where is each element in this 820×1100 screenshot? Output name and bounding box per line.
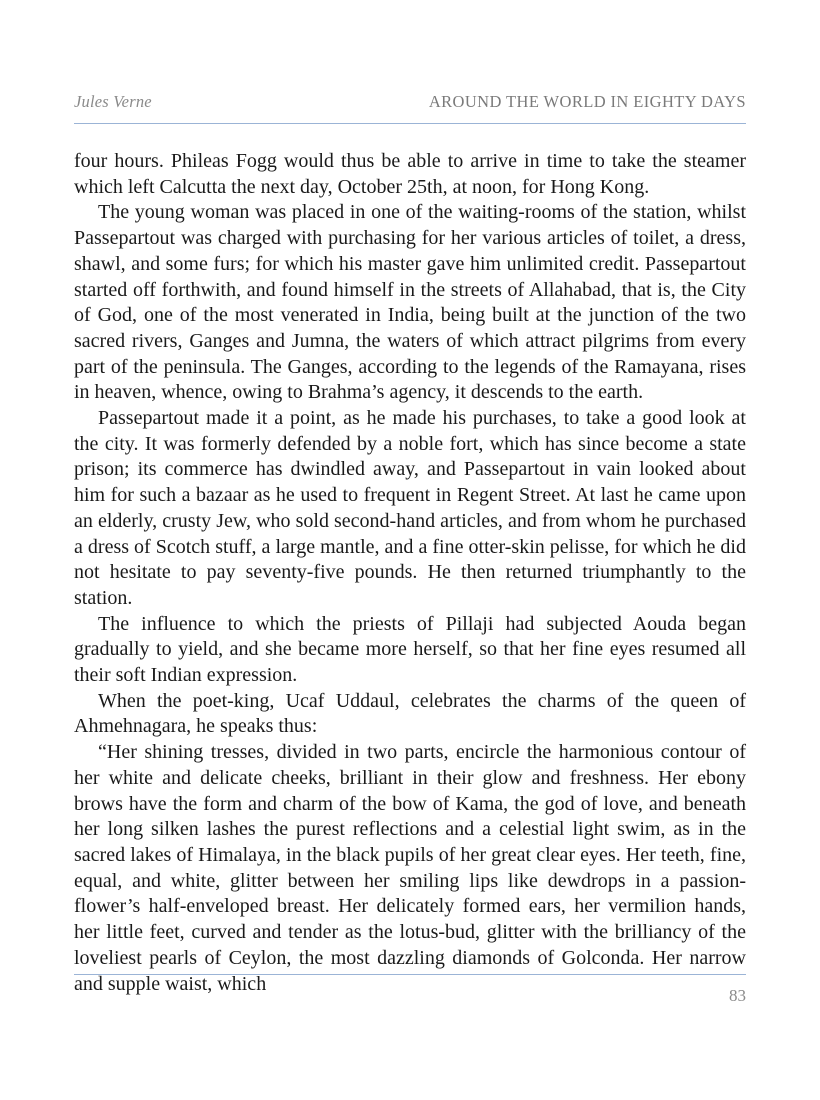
paragraph: When the poet-king, Ucaf Uddaul, celebrates the charms of the queen of Ahmehnagara, he speaks thus: — [74, 689, 746, 738]
paragraph: The young woman was placed in one of the waiting-rooms of the station, whilst Passepartout was charged with purchasing for her various articles of toilet, a dress, shawl, and some furs; for which his master gave him unlimited credit. Passepartout started off forthwith, and found himself in the streets of Allahabad, that is, the City of God, one of the most venerated in India, being built at the junction of the two sacred rivers, Ganges and Jumna, the waters of which attract pilgrims from every part of the peninsula. The Ganges, according to the legends of the Ramayana, rises in heaven, whence, owing to Brahma’s agency, it descends to the earth. — [74, 201, 746, 404]
footer-divider — [74, 974, 746, 975]
header-divider — [74, 123, 746, 124]
paragraph-continuation: four hours. Phileas Fogg would thus be able to arrive in time to take the steamer which left Calcutta the next day, October 25th, at noon, for Hong Kong. — [74, 150, 746, 198]
header-book-title: AROUND THE WORLD IN EIGHTY DAYS — [428, 92, 746, 111]
paragraph: The influence to which the priests of Pillaji had subjected Aouda began gradually to yield, and she became more herself, so that her fine eyes resumed all their soft Indian expression. — [74, 612, 746, 687]
paragraph: “Her shining tresses, divided in two parts, encircle the harmonious contour of her white and delicate cheeks, brilliant in their glow and freshness. Her ebony brows have the form and charm of the bow of Kama, the god of love, and beneath her long silken lashes the purest reflections and a celestial light swim, as in the sacred lakes of Himalaya, in the black pupils of her great clear eyes. Her teeth, fine, equal, and white, glitter between her smiling lips like dewdrops in a passion-flower’s half-enveloped breast. Her delicately formed ears, her vermilion hands, her little feet, curved and tender as the lotus-bud, glitter with the brilliancy of the loveliest pearls of Ceylon, the most dazzling diamonds of Golconda. Her narrow and supple waist, which — [74, 741, 746, 995]
running-header — [74, 92, 746, 118]
paragraph: Passepartout made it a point, as he made his purchases, to take a good look at the city. It was formerly defended by a noble fort, which has since become a state prison; its commerce has dwindled away, and Passepartout in vain looked about him for such a bazaar as he used to frequent in Regent Street. At last he came upon an elderly, crusty Jew, who sold second-hand articles, and from whom he purchased a dress of Scotch stuff, a large mantle, and a fine otter-skin pelisse, for which he did not hesitate to pay seventy-five pounds. He then returned triumphantly to the station. — [74, 407, 746, 609]
page-body — [74, 149, 746, 997]
header-author: Jules Verne — [74, 92, 152, 111]
page-number: 83 — [729, 986, 746, 1005]
